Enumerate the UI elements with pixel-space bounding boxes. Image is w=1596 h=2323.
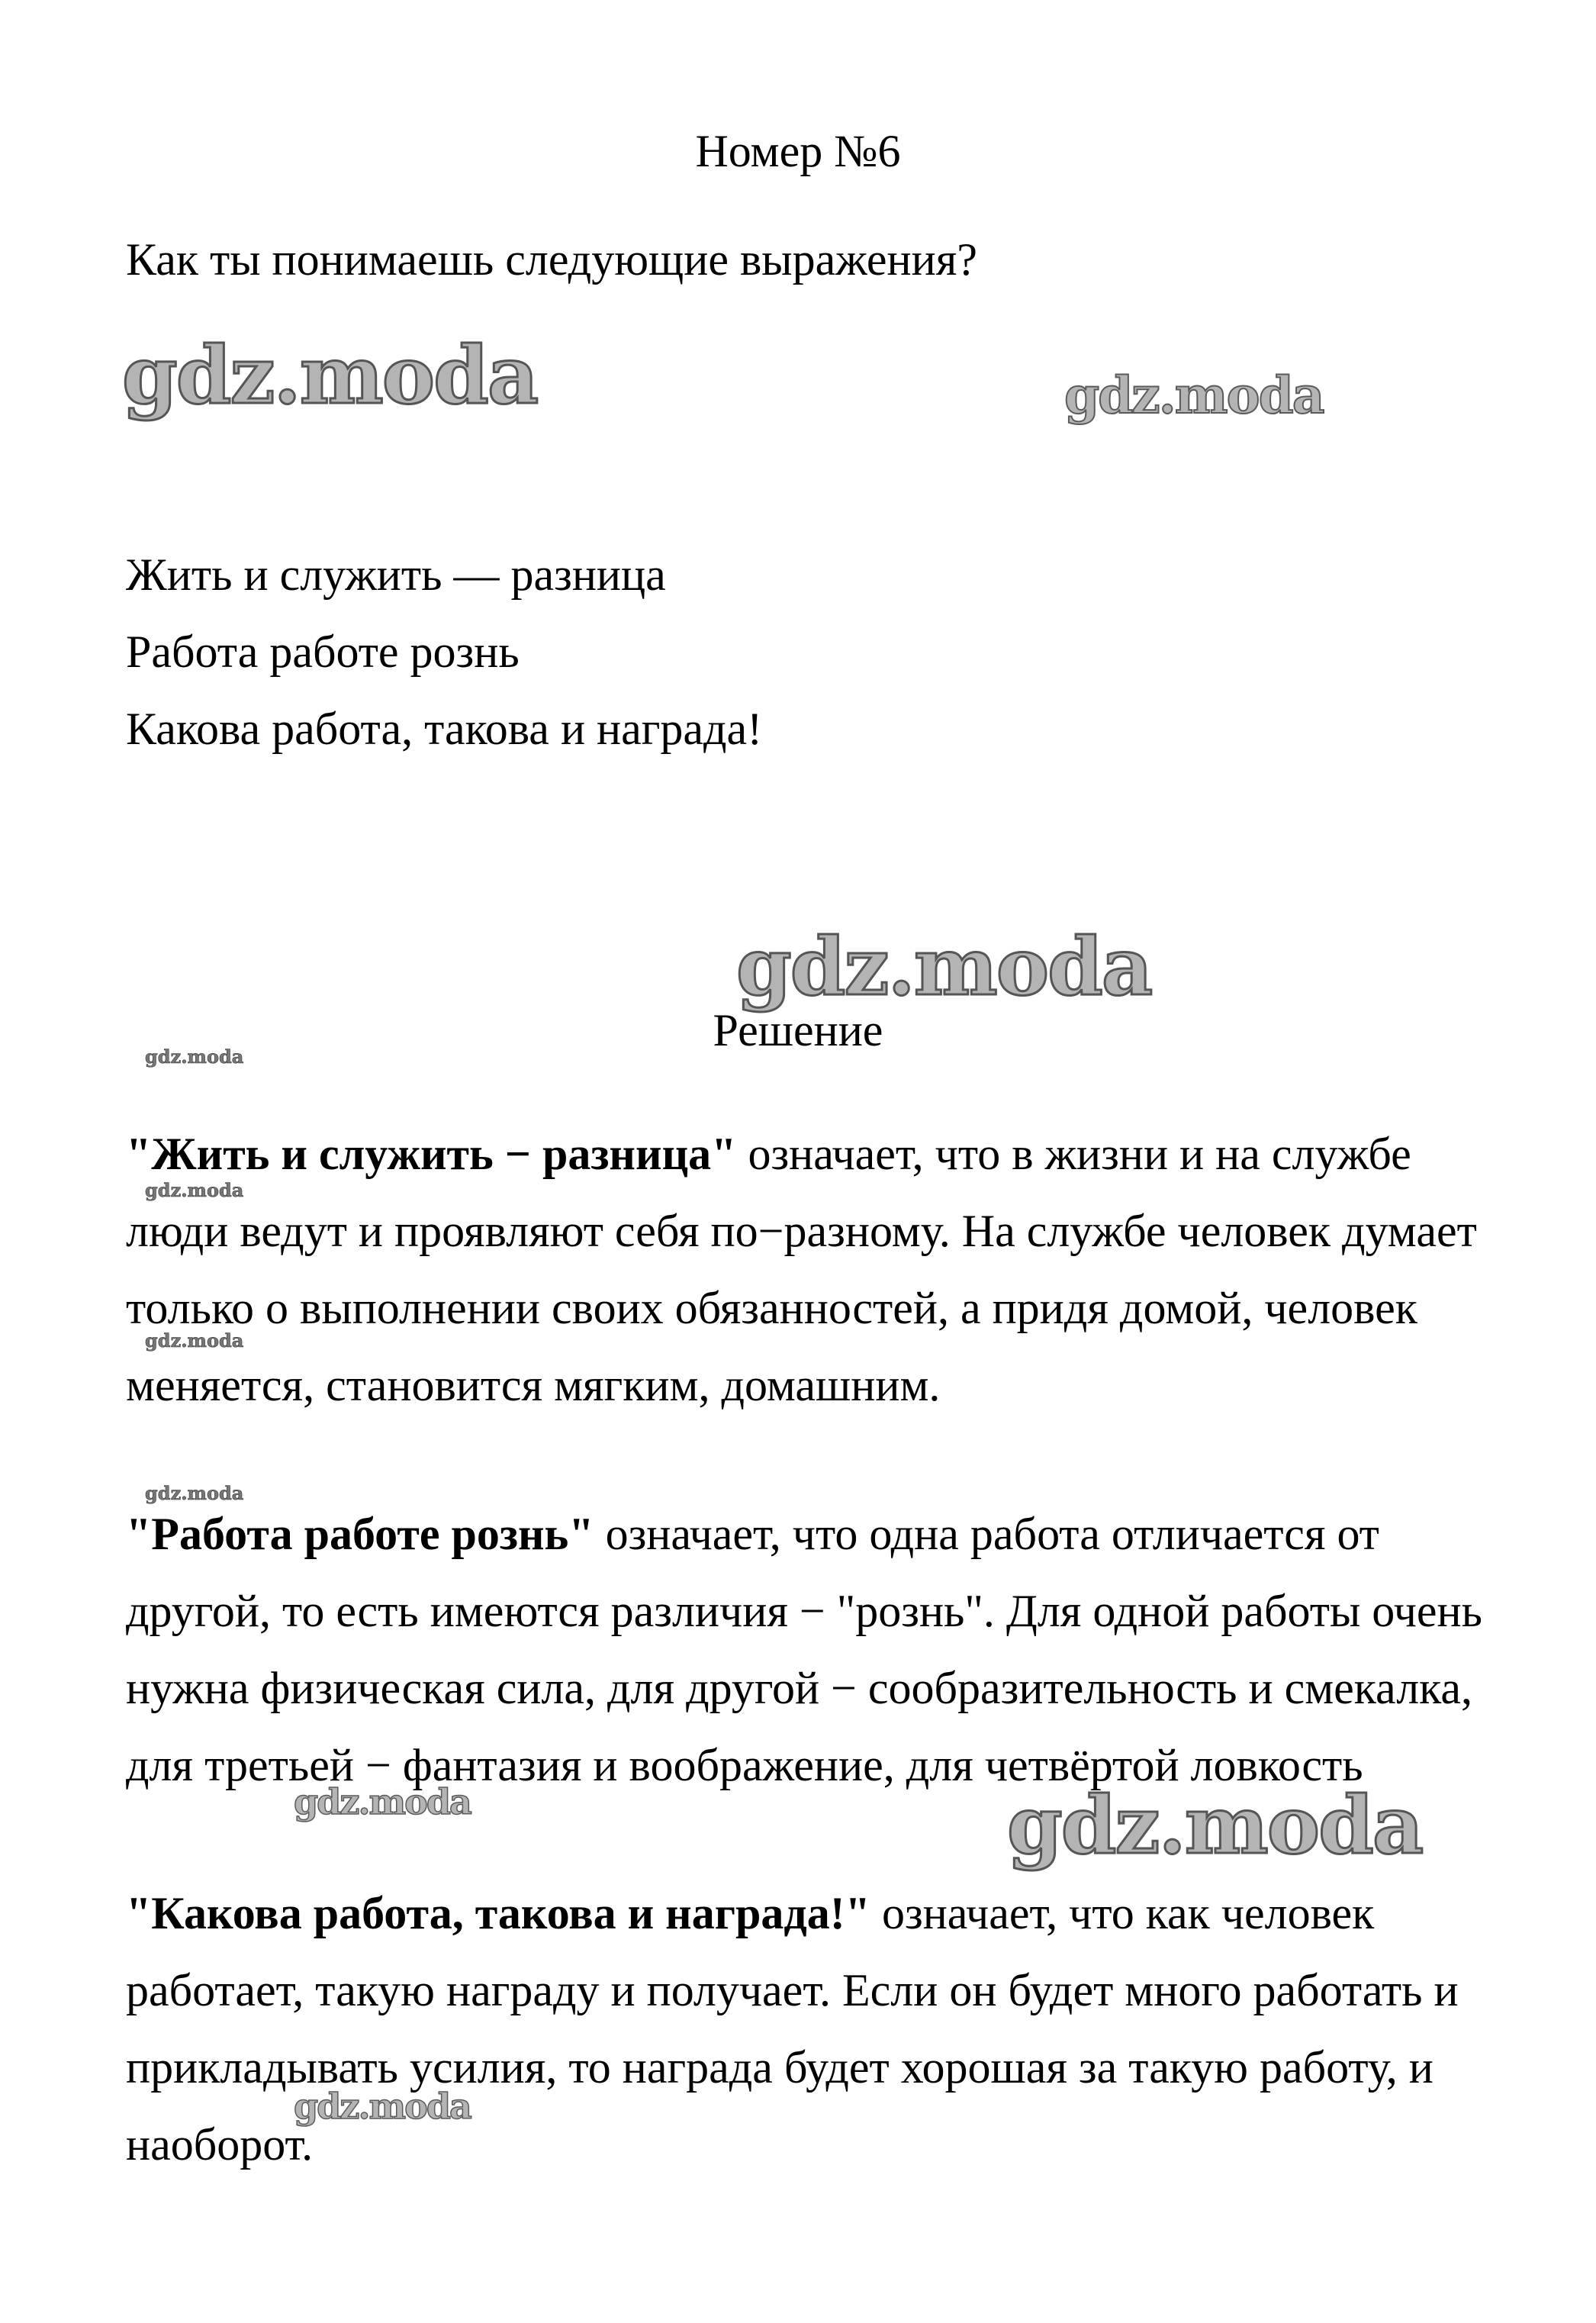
watermark-logo: gdz.moda xyxy=(294,1781,471,1822)
watermark-logo: gdz.moda xyxy=(145,1179,244,1201)
watermark-logo: gdz.moda xyxy=(736,920,1152,1013)
watermark-logo: gdz.moda xyxy=(294,2086,471,2127)
watermark-logo: gdz.moda xyxy=(145,1482,244,1504)
answer-explanation: означает, что одна работа отличается от другой, то есть имеются различия − "рознь". Для одной работы очень нужна физическая сила, для другой − сообразительность и смекалка, для третьей − фантазия и воображение, для четвёртой ловкость xyxy=(126,1509,1483,1790)
expression-item: Какова работа, такова и награда! xyxy=(126,704,763,754)
watermark-logo: gdz.moda xyxy=(145,1046,244,1068)
answer-paragraph xyxy=(126,1875,1499,2183)
watermark-logo: gdz.moda xyxy=(122,328,538,422)
answer-explanation: означает, что в жизни и на службе люди ведут и проявляют себя по−разному. На службе человек думает только о выполнении своих обязанностей, а придя домой, человек меняется, становится мягким, домашним. xyxy=(126,1129,1477,1410)
answer-paragraph xyxy=(126,1116,1499,1424)
expression-item: Жить и служить — разница xyxy=(126,549,666,600)
answer-phrase: "Работа работе рознь" xyxy=(126,1509,594,1559)
answer-paragraph xyxy=(126,1496,1499,1804)
watermark-logo: gdz.moda xyxy=(1064,366,1324,425)
expressions-list xyxy=(126,536,762,768)
answer-phrase: "Жить и служить − разница" xyxy=(126,1129,737,1179)
question-text: Как ты понимаешь следующие выражения? xyxy=(126,234,977,285)
watermark-logo: gdz.moda xyxy=(1007,1778,1423,1872)
expression-item: Работа работе рознь xyxy=(126,627,520,677)
solution-heading: Решение xyxy=(713,1005,883,1055)
page-title: Номер №6 xyxy=(695,126,901,176)
answer-explanation: означает, что как человек работает, такую награду и получает. Если он будет много работать и прикладывать усилия, то награда будет хорошая за такую работу, и наоборот. xyxy=(126,1888,1459,2170)
watermark-logo: gdz.moda xyxy=(145,1329,244,1352)
answer-phrase: "Какова работа, такова и награда!" xyxy=(126,1888,870,1938)
